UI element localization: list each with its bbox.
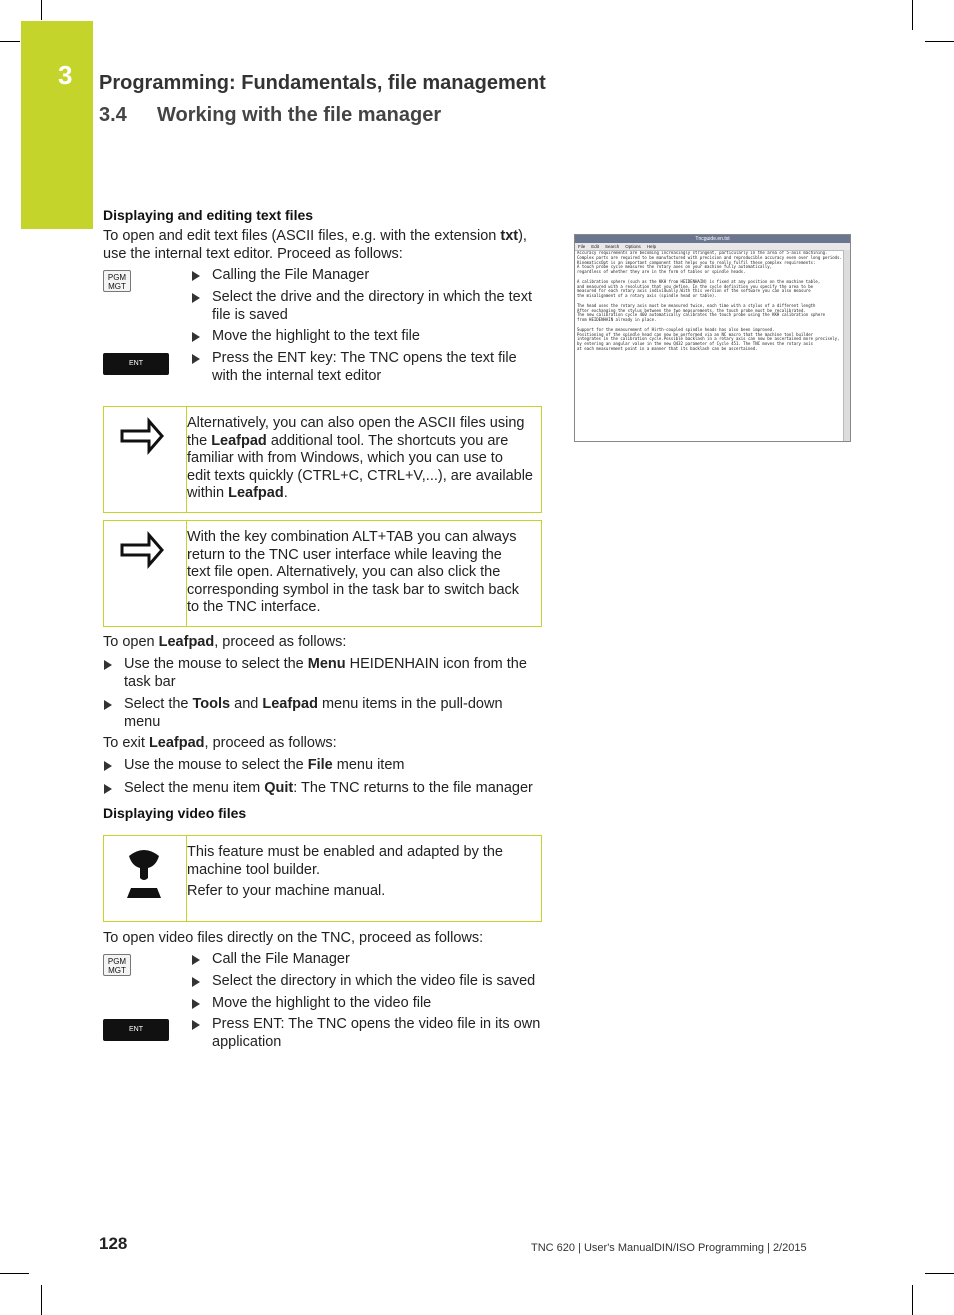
editor-screenshot bbox=[574, 234, 851, 442]
ent-label: ENT bbox=[129, 360, 143, 367]
note-line: text file open. Alternatively, you can also click the bbox=[187, 564, 501, 580]
editor-line: measured for each rotary axis individually.With this version of the software you can also measure bbox=[577, 288, 811, 294]
menu-options[interactable]: Options bbox=[625, 244, 641, 249]
list-item bbox=[192, 289, 547, 325]
step-text bbox=[124, 780, 533, 798]
step-text: Move the highlight to the video file bbox=[212, 995, 432, 1011]
crop-mark bbox=[0, 1273, 29, 1274]
editor-line: A touch probe cycle measures the rotary axes on your machine fully automatically, bbox=[577, 264, 773, 270]
editor-line: Complex parts are required to be manufactured with precision and reproducible accuracy even over long periods. bbox=[577, 254, 842, 260]
editor-line: After exchanging the stylus between the two measurements, the touch probe must be recalibrated. bbox=[577, 307, 806, 313]
editor-line: A calibration sphere (such as the KKH from HEIDENHAIN) is fixed at any position on the machine table, bbox=[577, 278, 821, 284]
bullet-triangle-icon bbox=[104, 784, 112, 794]
section-number: 3.4 bbox=[99, 104, 127, 126]
list-item bbox=[192, 328, 547, 346]
list-item bbox=[192, 350, 547, 386]
step-line: Press ENT: The TNC opens the video file in its own bbox=[212, 1016, 541, 1032]
note-text bbox=[187, 415, 535, 503]
note-line: This feature must be enabled and adapted by the bbox=[187, 844, 503, 860]
step-text: Call the File Manager bbox=[212, 951, 350, 967]
crop-mark bbox=[912, 0, 913, 30]
note-line: With the key combination ALT+TAB you can always bbox=[187, 529, 517, 545]
note-text bbox=[187, 529, 535, 617]
note-bold: Leafpad bbox=[211, 432, 267, 449]
step-line: task bar bbox=[124, 673, 176, 690]
step-part: and bbox=[230, 696, 263, 712]
text-part: To open bbox=[103, 634, 159, 650]
note-line: the bbox=[187, 432, 212, 449]
crop-mark bbox=[41, 0, 42, 20]
step-part: Use the mouse to select the bbox=[124, 757, 308, 773]
bullet-triangle-icon bbox=[104, 700, 112, 710]
note-line: edit texts quickly (CTRL+C, CTRL+V,...), are available bbox=[187, 467, 533, 484]
editor-titlebar bbox=[575, 235, 850, 243]
step-part: Select the menu item bbox=[124, 780, 265, 796]
machine-tool-icon bbox=[104, 836, 186, 921]
editor-line: by entering an angular value in the new Q432 parameter of Cycle 451. The TNC moves the rotary axis bbox=[577, 341, 814, 347]
bullet-triangle-icon bbox=[192, 332, 200, 342]
note-box bbox=[103, 406, 542, 513]
text-part: To exit bbox=[103, 735, 149, 751]
note-line: Alternatively, you can also open the ASCII files using bbox=[187, 415, 525, 431]
crop-mark bbox=[41, 1285, 42, 1315]
step-bold: Quit bbox=[264, 780, 294, 796]
bullet-triangle-icon bbox=[192, 354, 200, 364]
bullet-triangle-icon bbox=[192, 999, 200, 1009]
editor-line: The head uses the rotary axis must be measured twice, each time with a stylus of a different length bbox=[577, 302, 816, 308]
note-bold: Leafpad bbox=[228, 485, 284, 501]
footer-text: TNC 620 | User's ManualDIN/ISO Programming | 2/2015 bbox=[531, 1242, 807, 1254]
editor-line: from HEIDENHAIN already in place. bbox=[577, 317, 657, 323]
step-text: Move the highlight to the text file bbox=[212, 328, 420, 344]
editor-text-area[interactable] bbox=[577, 251, 842, 352]
bullet-triangle-icon bbox=[192, 955, 200, 965]
note-box bbox=[103, 520, 542, 627]
step-part: : The TNC returns to the file manager bbox=[293, 780, 533, 796]
step-line: Press the ENT key: The TNC opens the text file bbox=[212, 350, 517, 366]
step-line: file is saved bbox=[212, 306, 288, 323]
heading-video-files: Displaying video files bbox=[103, 805, 247, 821]
step-bold: Tools bbox=[192, 696, 231, 712]
step-line: with the internal text editor bbox=[212, 367, 382, 384]
pgm-mgt-key[interactable] bbox=[103, 270, 131, 292]
step-text bbox=[212, 289, 532, 324]
menu-file[interactable]: File bbox=[578, 244, 586, 249]
editor-scrollbar[interactable] bbox=[843, 250, 850, 441]
step-part: menu items in the pull-down bbox=[317, 696, 503, 712]
crop-mark bbox=[925, 1273, 954, 1274]
list-item bbox=[192, 951, 547, 969]
arrow-icon bbox=[104, 521, 186, 626]
heading-text-files: Displaying and editing text files bbox=[103, 207, 314, 223]
list-item bbox=[104, 696, 544, 732]
step-bold: File bbox=[307, 757, 333, 773]
chapter-title: Programming: Fundamentals, file management bbox=[99, 72, 546, 94]
pgm-mgt-label: PGM MGT bbox=[107, 273, 127, 291]
crop-mark bbox=[912, 1285, 913, 1315]
editor-menubar bbox=[575, 243, 850, 251]
text-bold: Leafpad bbox=[158, 634, 215, 650]
step-line: Select the drive and the directory in which the text bbox=[212, 289, 532, 305]
step-part: Use the mouse to select the bbox=[124, 656, 308, 672]
step-text bbox=[124, 656, 527, 691]
step-line: menu bbox=[124, 713, 161, 730]
intro-line2: use the internal text editor. Proceed as follows: bbox=[103, 245, 403, 262]
note-line: return to the TNC user interface while leaving the bbox=[187, 546, 502, 563]
step-bold: Menu bbox=[307, 656, 346, 672]
text-bold: Leafpad bbox=[148, 735, 205, 751]
step-text bbox=[124, 696, 503, 731]
editor-line: integrates in the calibration cycle.Possible backlash in a rotary axis can now be ascertained more precisely, bbox=[577, 336, 840, 342]
crop-mark bbox=[925, 41, 954, 42]
leafpad-open-intro bbox=[103, 634, 346, 652]
step-text bbox=[124, 757, 404, 775]
step-text bbox=[212, 350, 517, 385]
list-item bbox=[192, 267, 547, 285]
note-line: familiar with from Windows, which you can use to bbox=[187, 450, 503, 466]
chapter-number: 3 bbox=[58, 60, 73, 90]
list-item bbox=[104, 780, 544, 798]
menu-edit[interactable]: Edit bbox=[591, 244, 600, 249]
bullet-triangle-icon bbox=[192, 271, 200, 281]
step-part: menu item bbox=[332, 757, 405, 773]
bullet-triangle-icon bbox=[104, 660, 112, 670]
editor-line: KinematicsOpt is an important component that helps you to really fulfil these complex requirements: bbox=[577, 259, 816, 265]
pgm-mgt-key[interactable] bbox=[103, 954, 131, 976]
intro-bold: txt bbox=[500, 228, 519, 244]
editor-title: Tncguide.en.txt bbox=[695, 236, 730, 242]
menu-search[interactable]: Search bbox=[605, 244, 620, 249]
list-item bbox=[192, 973, 547, 991]
editor-line: The new calibration cycle 460 automatically calibrates the touch probe using the KKH calibration sphere bbox=[577, 312, 826, 318]
note-line: additional tool. The shortcuts you are bbox=[270, 432, 509, 449]
editor-line: regardless of whether they are in the form of tables or spindle heads. bbox=[577, 269, 746, 275]
bullet-triangle-icon bbox=[192, 293, 200, 303]
bullet-triangle-icon bbox=[192, 977, 200, 987]
editor-line: and measured with a resolution that you define. In the cycle definition you specify the area to be bbox=[577, 283, 814, 289]
note-line: to the TNC interface. bbox=[187, 599, 321, 615]
list-item bbox=[192, 1016, 547, 1052]
list-item bbox=[104, 656, 544, 692]
intro-part: To open and edit text files (ASCII files, e.g. with the extension bbox=[103, 228, 501, 244]
editor-line: the misalignment of a rotary axis (spindle head or table). bbox=[577, 293, 717, 299]
menu-help[interactable]: Help bbox=[646, 244, 657, 249]
step-part: Select the bbox=[124, 696, 193, 712]
note-line: . bbox=[283, 485, 288, 501]
intro-part: ), bbox=[518, 228, 527, 244]
section-title bbox=[99, 104, 441, 127]
note-line: Refer to your machine manual. bbox=[187, 883, 386, 899]
note-line: corresponding symbol in the task bar to switch back bbox=[187, 581, 520, 598]
editor-line: Positioning of the spindle head can now be performed via an NC macro that the machine tool builder bbox=[577, 331, 814, 337]
bullet-triangle-icon bbox=[104, 761, 112, 771]
pgm-mgt-label: PGM MGT bbox=[107, 957, 127, 975]
chapter-tab bbox=[21, 21, 93, 229]
editor-line: at each measurement point in a manner that its backlash can be ascertained. bbox=[577, 345, 758, 351]
step-text: Select the directory in which the video file is saved bbox=[212, 973, 536, 989]
bullet-triangle-icon bbox=[192, 1020, 200, 1030]
note-line: within bbox=[187, 485, 229, 501]
ent-key[interactable] bbox=[103, 353, 169, 375]
list-item bbox=[104, 757, 544, 775]
step-bold: Leafpad bbox=[262, 696, 318, 712]
page-number: 128 bbox=[99, 1234, 128, 1253]
text-files-intro bbox=[103, 228, 543, 263]
arrow-icon bbox=[104, 407, 186, 512]
video-intro: To open video files directly on the TNC, proceed as follows: bbox=[103, 930, 484, 946]
text-part: , proceed as follows: bbox=[214, 634, 347, 650]
step-line: application bbox=[212, 1033, 282, 1050]
ent-key[interactable] bbox=[103, 1019, 169, 1041]
step-text: Calling the File Manager bbox=[212, 267, 370, 283]
note-text bbox=[187, 844, 535, 901]
editor-line: Support for the measurement of Hirth-coupled spindle heads has also been improved. bbox=[577, 326, 775, 332]
crop-mark bbox=[0, 41, 20, 42]
note-line: machine tool builder. bbox=[187, 861, 320, 878]
step-part: HEIDENHAIN icon from the bbox=[345, 656, 527, 672]
note-box bbox=[103, 835, 542, 922]
step-text bbox=[212, 1016, 540, 1051]
leafpad-exit-intro bbox=[103, 735, 337, 753]
ent-label: ENT bbox=[129, 1026, 143, 1033]
list-item bbox=[192, 995, 547, 1013]
section-title-text: Working with the file manager bbox=[157, 104, 442, 126]
text-part: , proceed as follows: bbox=[204, 735, 337, 751]
editor-line: Accuracy requirements are becoming increasingly stringent, particularly in the area of 5-axis machining. bbox=[577, 251, 828, 255]
